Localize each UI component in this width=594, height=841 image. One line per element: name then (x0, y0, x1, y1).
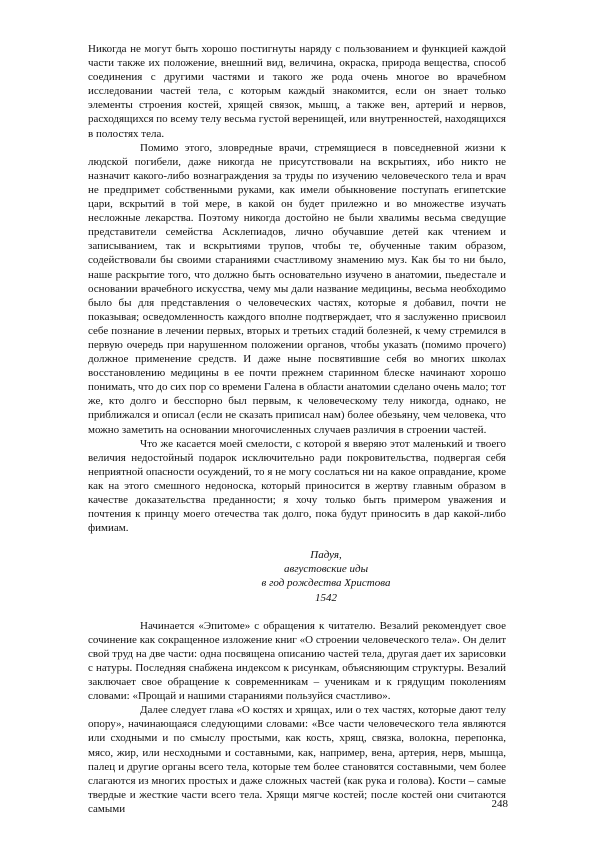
dedication-signature (88, 548, 506, 604)
paragraph-bones: Далее следует глава «О костях и хрящах, или о тех частях, которые дают телу опору», начинающаяся следующими словами: «Все части человеческого тела являются или сходными и по смыслу простыми, как кость, хрящ, связка, волокна, перепонка, мясо, жир, или несходными и составными, как, например, вена, артерия, нерв, мышца, палец и другие органы всего тела, которые тем более становятся составными, чем более слагаются из многих простых и даже сложных частей (как рука и голова). Кости – самые твердые и жесткие части всего тела. Хрящи мягче костей; после костей они считаются самыми (88, 704, 506, 815)
paragraph-dedication: Что же касается моей смелости, с которой я вверяю этот маленький и твоего величия недостойный подарок исключительно ради покровительства, подвергая себя неприятной опасности осуждений, то я не могу сослаться ни на какое оправдание, кроме как на этого смешного недоноска, который приносится в жертву главным образом в качестве доказательства преданности; я хочу только быть примером уважения и почтения к принцу моего отечества так долго, пока будут приносить в дар какой-либо фимиам. (88, 437, 506, 535)
page-number: 248 (491, 798, 508, 810)
signature-place: Падуя, (310, 549, 342, 562)
paragraph-physicians: Помимо этого, зловредные врачи, стремящиеся в повседневной жизни к людской погибели, даже никогда не присутствовали на вскрытиях, ибо никто не назначит какого-либо вознаграждения за труды по изучению человеческого тела и врач не предпримет собственными руками, как имели обыкновение поступать египетские цари, вскрытий в той мере, в какой он будет прилежно и во множестве изучать несложные лекарства. Поэтому никогда достойно не были хвалимы весьма сведущие представители семейства Асклепиадов, лично обучавшие детей как чтением и записыванием, так и вскрытиями трупов, чтобы те, обученные таким образом, содействовали бы своими стараниями счастливому знамению муз. Как бы то ни было, наше раскрытие того, что должно быть основательно изучено в анатомии, пьедестале и основании врачебного искусства, чему мы дали название медицины, весьма необходимо было бы для представления о человеческих частях, которые я добавил, почти не показывая; осведомленность каждого вполне подтверждает, что я заслуженно присвоил себе познание в лечении первых, вторых и третьих стадий болезней, к чему стремился в первую очередь при нарушенном положении органов, чтобы указать (помимо прочего) должное применение средств. И даже ныне посвятившие себя во многих школах восстановлению медицины в ее почти прежнем старинном блеске начинают хорошо понимать, что до сих пор со времени Галена в области анатомии сделано очень мало; тот же, кто долго и бесспорно был первым, к человеческому телу никогда, однако, не приближался и описал (если не сказать приписал нам) более обезьяну, чем человека, что можно заметить на основании многочисленных случаев различия в строении частей. (88, 141, 506, 436)
paragraph-continuation: Никогда не могут быть хорошо постигнуты наряду с пользованием и функцией каждой части также их положение, внешний вид, величина, окраска, природа вещества, способ соединения с другими частями и такого же рода очень многое во врачебном исследовании частей тела, с которым каждый знакомится, если он знает только элементы строения костей, хрящей связок, мышц, а также вен, артерий и нервов, расходящихся по всему телу весьма густой веренищей, или внутренностей, находящихся в полостях тела. (88, 43, 506, 140)
body-text (88, 42, 506, 816)
paragraph-epitome: Начинается «Эпитоме» с обращения к читателю. Везалий рекомендует свое сочинение как сокращенное изложение книг «О строении человеческого тела». Он делит свой труд на две части: одна посвящена описанию частей тела, другая дает их зарисовки с натуры. Последняя снабжена индексом к рисункам, объясняющим структуры. Везалий заключает свое обращение к современникам – ученикам и к грядущим поколениям словами: «Прощай и нашими стараниями пользуйся счастливо». (88, 619, 506, 703)
signature-year: 1542 (315, 591, 337, 604)
signature-date: августовские иды (283, 563, 369, 576)
signature-era: в год рождества Христова (261, 577, 391, 590)
